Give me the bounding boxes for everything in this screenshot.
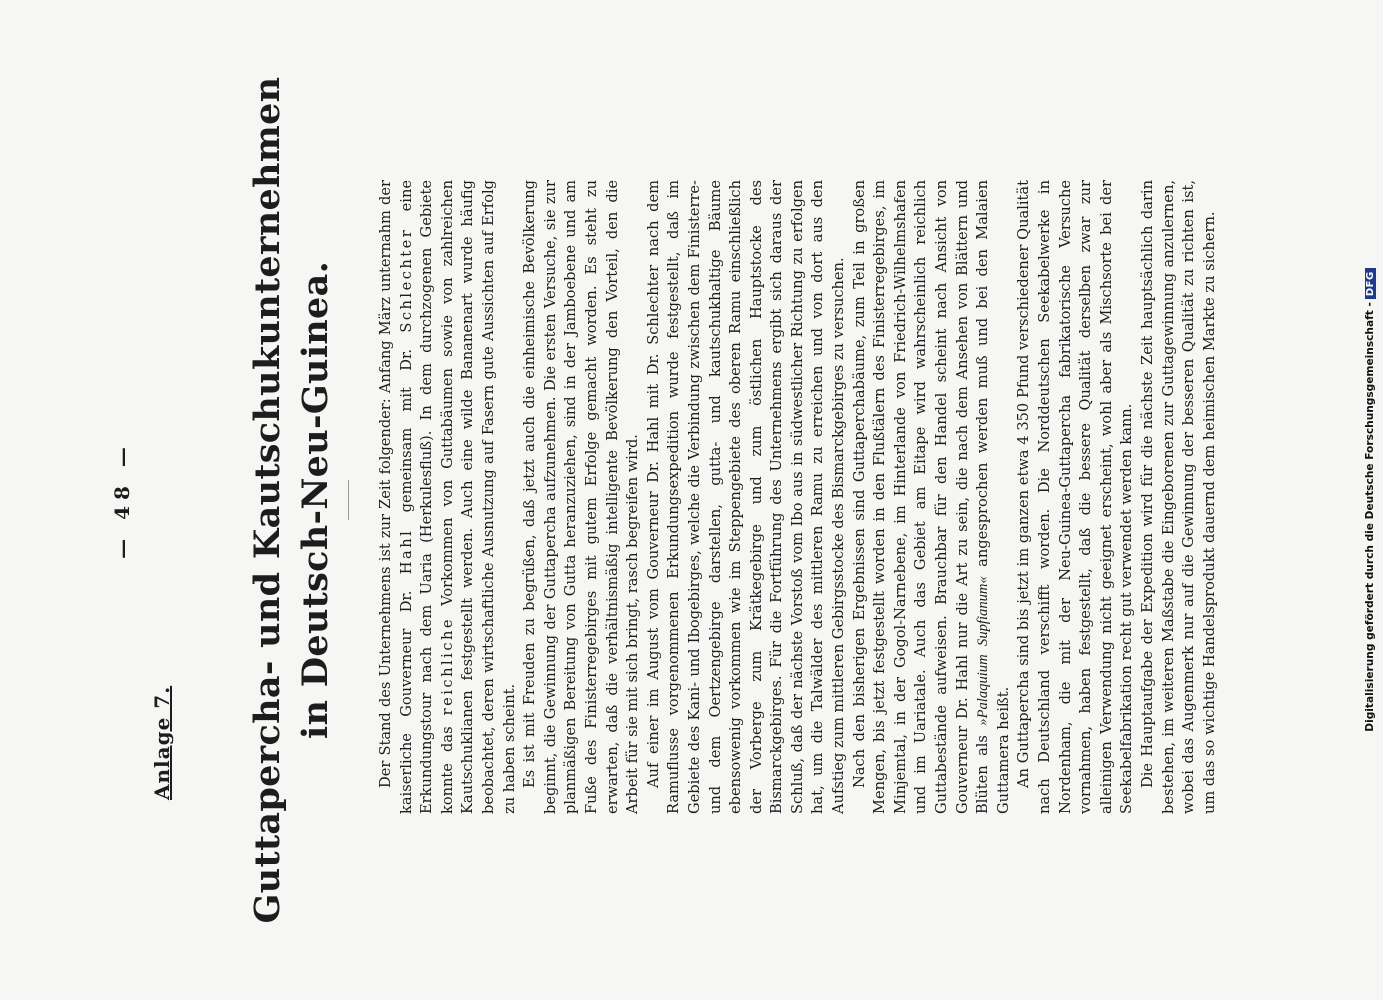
paragraph-6: Die Hauptaufgabe der Expedition wird für die nächste Zeit hauptsächlich darin bestehen, im weiteren Maßstabe die Eingeborenen zur Guttagewinnung anzulernen, wobei das Augenmerk nur auf die Gewinnung der besseren Qualität zu richten ist, um das so wichtige Handelsprodukt dauernd dem heimischen Markte zu sichern.: [1138, 180, 1218, 814]
paragraph-4: Nach den bisherigen Ergebnissen sind Guttaperchabäume, zum Teil in großen Mengen, bis jetzt festgestellt worden in den Flußtälern des Finisterregebirges, im Minjemtal, in der Gogol-Narnebene, im Hinterlande von Friedrich-Wilhelmshafen und im Uariatale. Auch das Gebiet am Eitape wird wahrscheinlich reichlich Guttabestände aufweisen. Brauchbar für den Handel scheint nach Ansicht von Gouverneur Dr. Hahl nur die Art zu sein, die nach dem Ansehen von Blättern und Blüten als »Palaquium Supfianum« angesprochen werden muß und bei den Malaien Guttamera heißt.: [850, 180, 1012, 814]
title-divider: [348, 480, 349, 520]
paragraph-5: An Guttapercha sind bis jetzt im ganzen etwa 4 350 Pfund verschiedener Qualität nach Deutschland verschifft worden. Die Norddeutschen Seekabelwerke in Nordenham, die mit der Neu-Guinea-Guttapercha fabrikatorische Versuche vornahmen, haben festgestellt, daß die bessere Qualität derselben zwar zur alleinigen Verwendung nicht geeignet erscheint, wohl aber als Mischsorte bei der Seekabelfabrikation recht gut verwendet werden kann.: [1015, 180, 1136, 814]
emphasis-reichliche: reichliche: [438, 616, 456, 716]
paragraph-1: Der Stand des Unternehmens ist zur Zeit folgender: Anfang März unternahm der kaiserliche Gouverneur Dr. Hahl gemeinsam mit Dr. Schlechter eine Erkundungstour nach dem Uaria (Herkulesfluß). In dem durchzogenen Gebiete konnte das reichliche Vorkommen von Guttabäumen sowie von zahlreichen Kautschuklianen festgestellt werden. Auch eine wilde Bananenart wurde häufig beobachtet, deren wirtschaftliche Ausnutzung auf Fasern gute Aussichten auf Erfolg zu haben scheint.: [377, 180, 518, 814]
body-text: [376, 180, 1220, 814]
title-line-1: Guttapercha- und Kautschukunternehmen: [247, 76, 288, 924]
name-hahl: Hahl: [397, 528, 415, 575]
title-line-2: in Deutsch-Neu-Guinea.: [295, 260, 336, 740]
credit-text: Digitalisierung gefördert durch die Deutsche Forschungsgemeinschaft -: [1364, 302, 1376, 732]
paragraph-3: Auf einer im August vom Gouverneur Dr. Hahl mit Dr. Schlechter nach dem Ramuflusse vorgenommenen Erkundungsexpedition wurde festgestellt, daß im Gebiete des Kani- und Ibogebirges, welche die Verbindung zwischen dem Finisterre- und dem Oertzengebirge darstellen, gutta- und kautschukhaltige Bäume ebensowenig vorkommen wie im Steppengebiete des oberen Ramu einschließlich der Vorberge zum Krätkegebirge und zum östlichen Hauptstocke des Bismarckgebirges. Für die Fortführung des Unternehmens ergibt sich daraus der Schluß, daß der nächste Vorstoß vom Ibo aus in südwestlicher Richtung zu erfolgen hat, um die Talwälder des mittleren Ramu zu erreichen und von dort aus den Aufstieg zum mittleren Gebirgsstocke des Bismarckgebirges zu versuchen.: [644, 180, 848, 814]
latin-species-name: »Palaquium Supfianum«: [975, 576, 992, 726]
digitization-credit: [1364, 0, 1376, 1000]
name-schlechter: Schlechter: [397, 227, 415, 333]
appendix-label: Anlage 7.: [150, 685, 174, 800]
paragraph-2: Es ist mit Freuden zu begrüßen, daß jetzt auch die einheimische Bevölkerung beginnt, die Gewinnung der Guttapercha aufzunehmen. Die ersten Versuche, sie zur planmäßigen Bereitung von Gutta heranzuziehen, sind in der Jamboebene und am Fuße des Finisterregebirges mit gutem Erfolge gemacht worden. Es steht zu erwarten, daß die verhältnismäßig intelligente Bevölkerung den Vorteil, den die Arbeit für sie mit sich bringt, rasch begreifen wird.: [521, 180, 642, 814]
document-title: [244, 0, 340, 1000]
page-number: — 48 —: [110, 441, 134, 559]
dfg-logo: DFG: [1365, 268, 1376, 299]
